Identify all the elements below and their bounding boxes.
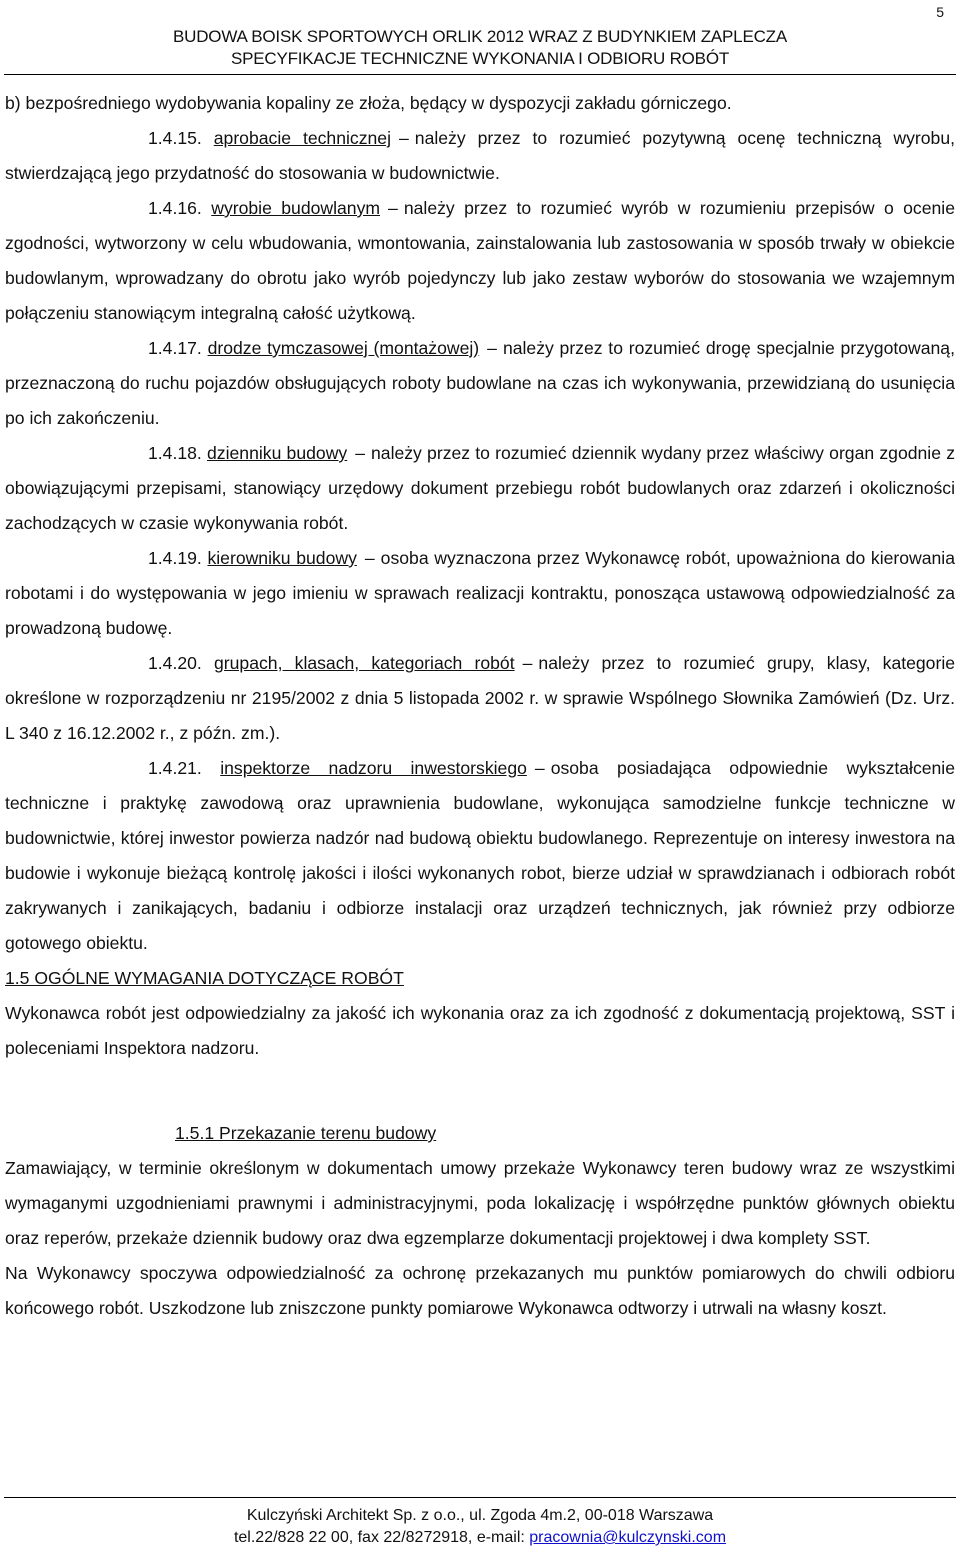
page-number: 5: [936, 4, 944, 20]
definition-1-4-21: [5, 751, 955, 961]
definition-number: 1.4.19.: [148, 548, 202, 568]
definition-1-4-19: [5, 541, 955, 646]
section-1-5-1-paragraph-1: Zamawiający, w terminie określonym w dokumentach umowy przekaże Wykonawcy teren budowy wraz ze wszystkimi wymaganymi uzgodnieniami prawnymi i administracyjnymi, poda lokalizację i współrzędne punktów głównych obiektu oraz reperów, przekaże dziennik budowy oraz dwa egzemplarze dokumentacji projektowej i dwa komplety SST.: [5, 1158, 955, 1248]
section-1-5-paragraph: Wykonawca robót jest odpowiedzialny za jakość ich wykonania oraz za ich zgodność z dokumentacją projektową, SST i poleceniami Inspektora nadzoru.: [5, 1003, 955, 1058]
definition-1-4-16: [5, 191, 955, 331]
definition-number: 1.4.16.: [148, 198, 202, 218]
section-heading-1-5-1: [5, 1116, 955, 1151]
spacer: [5, 1066, 955, 1116]
definition-1-4-18: [5, 436, 955, 541]
footer-email-link[interactable]: pracownia@kulczynski.com: [529, 1529, 727, 1546]
definition-number: 1.4.20.: [148, 653, 202, 673]
definition-text: należy przez to rozumieć grupy, klasy, kategorie określone w rozporządzeniu nr 2195/2002 z dnia 5 listopada 2002 r. w sprawie Wspólnego Słownika Zamówień (Dz. Urz. L 340 z 16.12.2002 r., z późn. zm.).: [5, 653, 956, 743]
document-header: [0, 26, 960, 70]
definition-term: grupach, klasach, kategoriach robót: [214, 653, 515, 673]
definition-number: 1.4.15.: [148, 128, 202, 148]
definition-dash: –: [388, 198, 398, 218]
document-body: [5, 86, 955, 1326]
definition-dash: –: [522, 653, 533, 673]
definition-term: dzienniku budowy: [207, 443, 348, 463]
definition-text: osoba wyznaczona przez Wykonawcę robót, upoważniona do kierowania robotami i do występowania w jego imieniu w sprawach realizacji kontraktu, ponosząca ustawową odpowiedzialność za prowadzoną budowę.: [5, 548, 956, 638]
definition-term: drodze tymczasowej (montażowej): [207, 338, 480, 358]
definition-number: 1.4.18.: [148, 443, 202, 463]
definition-number: 1.4.21.: [148, 758, 202, 778]
definition-text: należy przez to rozumieć drogę specjalnie przygotowaną, przeznaczoną do ruchu pojazdów obsługujących roboty budowlane na czas ich wykonywania, przewidzianą do usunięcia po ich zakończeniu.: [5, 338, 955, 428]
definition-term: wyrobie budowlanym: [211, 198, 381, 218]
header-title: BUDOWA BOISK SPORTOWYCH ORLIK 2012 WRAZ Z BUDYNKIEM ZAPLECZA: [173, 27, 787, 46]
definition-dash: –: [487, 338, 497, 358]
definition-dash: –: [398, 128, 409, 148]
definition-text: należy przez to rozumieć pozytywną ocenę techniczną wyrobu, stwierdzającą jego przydatność do stosowania w budownictwie.: [5, 128, 956, 183]
definition-text: należy przez to rozumieć wyrób w rozumieniu przepisów o ocenie zgodności, wytworzony w celu wbudowania, wmontowania, zainstalowania lub zastosowania w sposób trwały w obiekcie budowlanym, wprowadzany do obrotu jako wyrób pojedynczy lub jako zestaw wyborów do stosowania we wzajemnym połączeniu stanowiącym integralną całość użytkową.: [5, 198, 955, 323]
footer-address: Kulczyński Architekt Sp. z o.o., ul. Zgoda 4m.2, 00-018 Warszawa: [246, 1507, 714, 1524]
footer-divider: [4, 1497, 956, 1498]
definition-dash: –: [355, 443, 365, 463]
definition-1-4-17: [5, 331, 955, 436]
section-1-5-1-paragraph-2: Na Wykonawcy spoczywa odpowiedzialność za ochronę przekazanych mu punktów pomiarowych do chwili odbioru końcowego robót. Uszkodzone lub zniszczone punkty pomiarowe Wykonawca odtworzy i utrwali na własny koszt.: [5, 1263, 955, 1318]
definition-dash: –: [364, 548, 375, 568]
definition-1-4-15: [5, 121, 955, 191]
definition-dash: –: [534, 758, 545, 778]
header-subtitle: SPECYFIKACJE TECHNICZNE WYKONANIA I ODBIORU ROBÓT: [230, 49, 730, 68]
definition-number: 1.4.17.: [148, 338, 202, 358]
section-heading-1-5: 1.5 OGÓLNE WYMAGANIA DOTYCZĄCE ROBÓT: [5, 968, 404, 988]
paragraph-b: b) bezpośredniego wydobywania kopaliny ze złoża, będący w dyspozycji zakładu górniczego.: [5, 93, 732, 113]
definition-term: aprobacie technicznej: [213, 128, 391, 148]
footer-contact: [0, 1527, 960, 1549]
definition-term: inspektorze nadzoru inwestorskiego: [220, 758, 527, 778]
subsection-title: 1.5.1 Przekazanie terenu budowy: [175, 1123, 437, 1143]
footer-phone-fax: tel.22/828 22 00, fax 22/8272918, e-mail:: [233, 1529, 530, 1546]
definition-text: osoba posiadająca odpowiednie wykształcenie techniczne i praktykę zawodową oraz uprawnienia budowlane, wykonująca samodzielne funkcje techniczne w budownictwie, której inwestor powierza nadzór nad budową obiektu budowlanego. Reprezentuje on interesy inwestora na budowie i wykonuje bieżącą kontrolę jakości i ilości wykonanych robot, bierze udział w sprawdzianach i odbiorach robót zakrywanych i zanikających, badaniu i odbiorze instalacji oraz urządzeń technicznych, jak również przy odbiorze gotowego obiektu.: [5, 758, 956, 953]
header-divider: [4, 74, 956, 75]
definition-1-4-20: [5, 646, 955, 751]
document-footer: [0, 1505, 960, 1549]
definition-text: należy przez to rozumieć dziennik wydany przez właściwy organ zgodnie z obowiązującymi przepisami, stanowiący urzędowy dokument przebiegu robót budowlanych oraz zdarzeń i okoliczności zachodzących w czasie wykonywania robót.: [5, 443, 955, 533]
definition-term: kierowniku budowy: [207, 548, 357, 568]
